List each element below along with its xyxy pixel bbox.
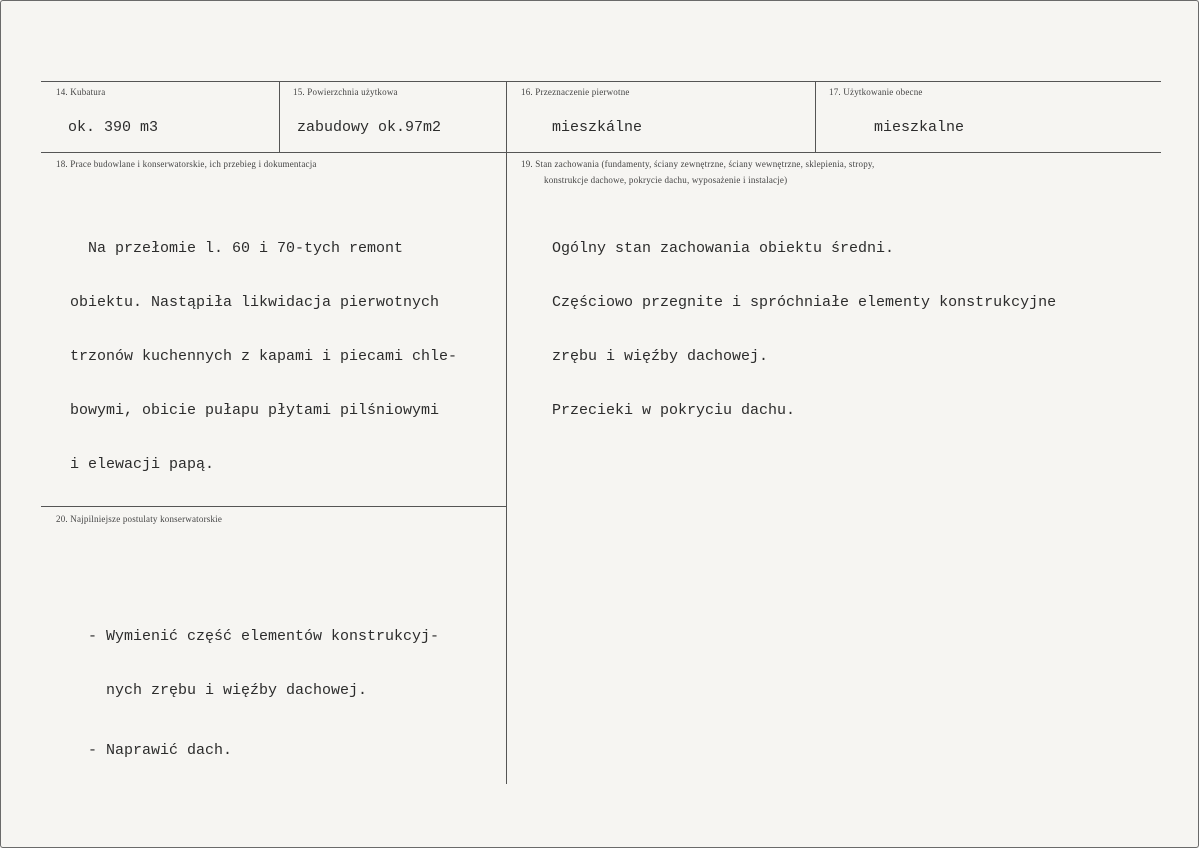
row-divider [41, 152, 1161, 153]
field-19-line: Ogólny stan zachowania obiektu średni. [552, 240, 895, 257]
field-18-text [70, 204, 457, 510]
col-divider-16-17 [815, 81, 816, 152]
col-divider-14-15 [279, 81, 280, 152]
field-19-text [552, 204, 1056, 456]
field-18-line: Na przełomie l. 60 i 70-tych remont [70, 240, 404, 257]
postulate-item-line: - Wymienić część elementów konstrukcyj- [88, 628, 440, 645]
field-19-line: Przecieki w pokryciu dachu. [552, 402, 796, 419]
field-20-label: 20. Najpilniejsze postulaty konserwatorskie [56, 514, 223, 524]
field-18-label: 18. Prace budowlane i konserwatorskie, ich przebieg i dokumentacja [56, 159, 317, 169]
postulate-item-line: - Naprawić dach. [88, 742, 233, 759]
field-14-label: 14. Kubatura [56, 87, 106, 97]
field-20-text [88, 592, 439, 796]
field-18-line: bowymi, obicie pułapu płytami pilśniowymi [70, 402, 440, 419]
field-17-label: 17. Użytkowanie obecne [829, 87, 923, 97]
field-18-line: obiektu. Nastąpiła likwidacja pierwotnych [70, 294, 440, 311]
field-16-label: 16. Przeznaczenie pierwotne [521, 87, 630, 97]
field-17-value: mieszkalne [874, 119, 965, 136]
field-15-label: 15. Powierzchnia użytkowa [293, 87, 398, 97]
field-19-line: Częściowo przegnite i spróchniałe elementy konstrukcyjne [552, 294, 1057, 311]
top-rule [41, 81, 1161, 82]
field-18-line: i elewacji papą. [70, 456, 215, 473]
field-15-value: zabudowy ok.97m2 [297, 119, 442, 136]
postulate-item-line: nych zrębu i więźby dachowej. [88, 682, 368, 699]
field-19-line: zrębu i więźby dachowej. [552, 348, 769, 365]
col-divider-15-16 [506, 81, 507, 784]
field-19-label-line1: 19. Stan zachowania (fundamenty, ściany zewnętrzne, ściany wewnętrzne, sklepienia, stropy, [521, 159, 875, 169]
field-18-line: trzonów kuchennych z kapami i piecami chle- [70, 348, 458, 365]
field-14-value: ok. 390 m3 [68, 119, 159, 136]
field-19-label-line2: konstrukcje dachowe, pokrycie dachu, wyposażenie i instalacje) [544, 175, 788, 185]
field-16-value: mieszkálne [552, 119, 643, 136]
